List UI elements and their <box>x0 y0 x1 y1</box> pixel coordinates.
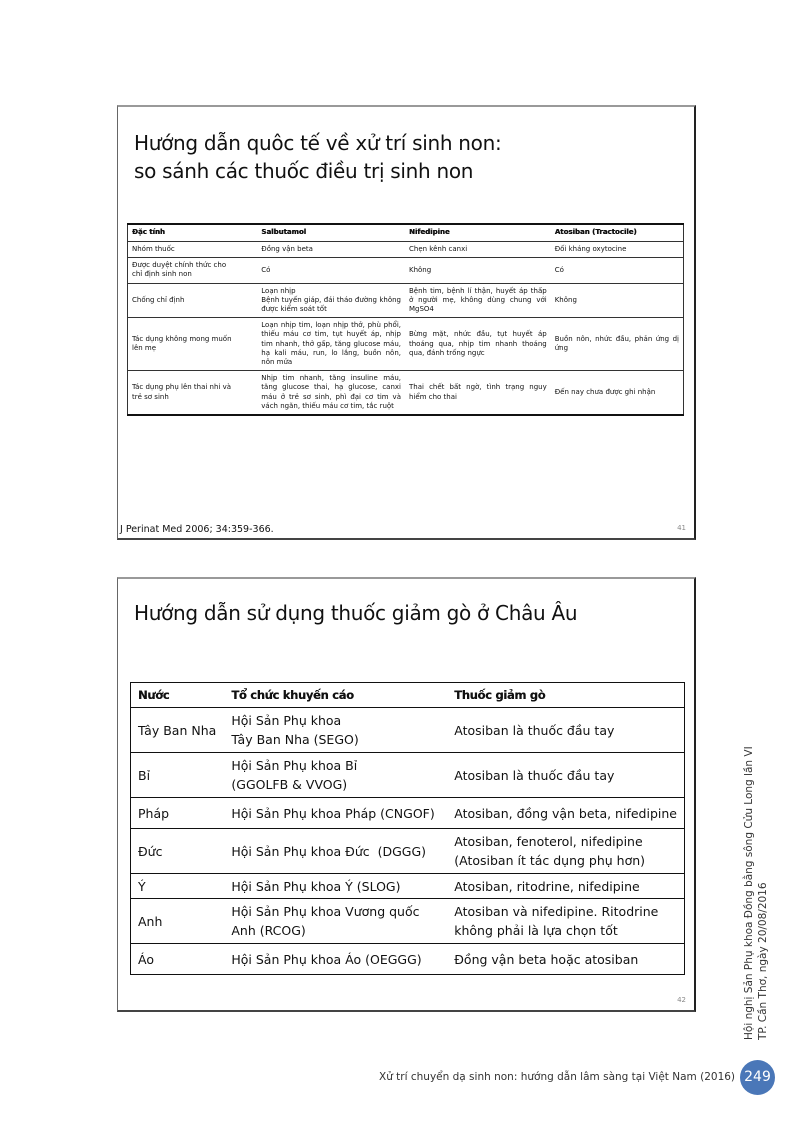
header-cell: Đặc tính <box>128 224 258 242</box>
table-cell: Hội Sản Phụ khoa Bỉ (GGOLFB & VVOG) <box>224 753 447 798</box>
table-cell: Atosiban, đồng vận beta, nifedipine <box>447 798 684 829</box>
table-row <box>131 798 685 829</box>
table-row <box>131 753 685 798</box>
table-row <box>128 371 684 415</box>
conference-side-note <box>742 740 770 1040</box>
table-cell: Loạn nhịp Bệnh tuyến giáp, đái tháo đường không được kiểm soát tốt <box>257 283 405 318</box>
table-cell: Không <box>551 283 684 318</box>
table-cell: Đồng vận beta <box>257 242 405 258</box>
table-cell: Có <box>257 258 405 283</box>
table-row <box>131 944 685 975</box>
side-note-line-1: Hội nghị Sản Phụ khoa Đồng bằng sông Cửu Long lần VI <box>743 746 755 1040</box>
table-header-row <box>131 683 685 708</box>
side-note-line-2: TP. Cần Thơ, ngày 20/08/2016 <box>757 882 769 1040</box>
drug-comparison-table <box>127 223 684 416</box>
table-cell: Áo <box>131 944 225 975</box>
table-cell: Đồng vận beta hoặc atosiban <box>447 944 684 975</box>
table-cell: Tác dụng không mong muốn lên mẹ <box>128 318 258 371</box>
table-cell: Loạn nhịp tim, loạn nhịp thở, phù phổi, thiếu máu cơ tim, tụt huyết áp, nhịp tim nhanh, thở gấp, tăng glucose máu, hạ kali máu, run, lo lắng, buồn nôn, nôn mửa <box>257 318 405 371</box>
table-cell: Đến nay chưa được ghi nhận <box>551 371 684 415</box>
table-cell: Hội Sản Phụ khoa Áo (OEGGG) <box>224 944 447 975</box>
header-cell: Nifedipine <box>405 224 551 242</box>
header-cell: Thuốc giảm gò <box>447 683 684 708</box>
table-cell: Hội Sản Phụ khoa Tây Ban Nha (SEGO) <box>224 708 447 753</box>
table-cell: Atosiban là thuốc đầu tay <box>447 753 684 798</box>
slide-title <box>134 129 501 185</box>
table-row <box>131 708 685 753</box>
table-row <box>131 874 685 899</box>
slide-41 <box>117 105 696 540</box>
table-row <box>128 242 684 258</box>
table-cell: Bừng mặt, nhức đầu, tụt huyết áp thoáng qua, nhịp tim nhanh thoáng qua, đánh trống ngực <box>405 318 551 371</box>
table-cell: Đức <box>131 829 225 874</box>
page-number-badge: 249 <box>740 1060 775 1095</box>
europe-tocolytic-table <box>130 682 685 975</box>
slide-number: 41 <box>677 524 686 532</box>
table-cell: Atosiban, ritodrine, nifedipine <box>447 874 684 899</box>
table-cell: Hội Sản Phụ khoa Pháp (CNGOF) <box>224 798 447 829</box>
table-cell: Tây Ban Nha <box>131 708 225 753</box>
table-cell: Pháp <box>131 798 225 829</box>
table-cell: Chẹn kênh canxi <box>405 242 551 258</box>
table-cell: Bỉ <box>131 753 225 798</box>
table-cell: Hội Sản Phụ khoa Vương quốc Anh (RCOG) <box>224 899 447 944</box>
header-cell: Atosiban (Tractocile) <box>551 224 684 242</box>
header-cell: Tổ chức khuyến cáo <box>224 683 447 708</box>
table-cell: Hội Sản Phụ khoa Đức (DGGG) <box>224 829 447 874</box>
table-cell: Đối kháng oxytocine <box>551 242 684 258</box>
table-cell: Atosiban là thuốc đầu tay <box>447 708 684 753</box>
table-cell: Hội Sản Phụ khoa Ý (SLOG) <box>224 874 447 899</box>
table-cell: Có <box>551 258 684 283</box>
table-row <box>131 899 685 944</box>
slide-title: Hướng dẫn sử dụng thuốc giảm gò ở Châu Âu <box>134 601 578 625</box>
table-cell: Atosiban, fenoterol, nifedipine (Atosiban ít tác dụng phụ hơn) <box>447 829 684 874</box>
table-cell: Được duyệt chính thức cho chỉ định sinh non <box>128 258 258 283</box>
table-header-row <box>128 224 684 242</box>
table-cell: Bệnh tim, bệnh lí thận, huyết áp thấp ở người mẹ, không dùng chung với MgSO4 <box>405 283 551 318</box>
slide-number: 42 <box>677 996 686 1004</box>
table-row <box>128 258 684 283</box>
table-cell: Ý <box>131 874 225 899</box>
table-cell: Không <box>405 258 551 283</box>
table-cell: Thai chết bất ngờ, tình trạng nguy hiểm cho thai <box>405 371 551 415</box>
table-row <box>128 283 684 318</box>
table-cell: Buồn nôn, nhức đầu, phản ứng dị ứng <box>551 318 684 371</box>
header-cell: Nước <box>131 683 225 708</box>
table-row <box>131 829 685 874</box>
table-cell: Atosiban và nifedipine. Ritodrine không phải là lựa chọn tốt <box>447 899 684 944</box>
slide-title-line-1: Hướng dẫn quôc tế về xử trí sinh non: <box>134 131 502 155</box>
table-cell: Chống chỉ định <box>128 283 258 318</box>
table-row <box>128 318 684 371</box>
slide-42 <box>117 577 696 1012</box>
slide-title-line-2: so sánh các thuốc điều trị sinh non <box>134 159 474 183</box>
footer-title: Xử trí chuyển dạ sinh non: hướng dẫn lâm sàng tại Việt Nam (2016) <box>379 1071 736 1083</box>
table-cell: Tác dụng phụ lên thai nhi và trẻ sơ sinh <box>128 371 258 415</box>
table-cell: Anh <box>131 899 225 944</box>
header-cell: Salbutamol <box>257 224 405 242</box>
table-cell: Nhịp tim nhanh, tăng insuline máu, tăng glucose thai, hạ glucose, canxi máu ở trẻ sơ sinh, phì đại cơ tim và vách ngăn, thiếu máu cơ tim, tắc ruột <box>257 371 405 415</box>
table-cell: Nhóm thuốc <box>128 242 258 258</box>
citation: J Perinat Med 2006; 34:359-366. <box>120 524 274 535</box>
